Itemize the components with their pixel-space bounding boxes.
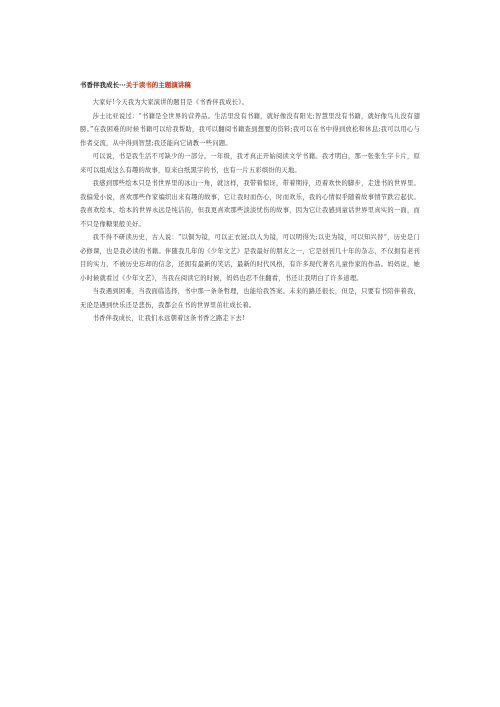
paragraph-first-grade: 可以说，书是我生活不可缺少的一部分。一年级，我才真正开始阅读文学书籍。我才明白，那一张张生字卡片，原来可以组成这么有趣的故事，原来白纸黑字的书，也有一片五彩缤纷的天地。 <box>80 153 420 174</box>
document-body <box>80 96 420 326</box>
paragraph-closing: 书香伴我成长，让我们永远朝着这条书香之路走下去! <box>92 315 245 322</box>
title-main: 书香伴我成长··· <box>80 81 126 89</box>
paragraph-greeting: 大家好!今天我为大家演讲的题目是《书香伴我成长》。 <box>92 99 249 106</box>
paragraph-history: 我不得不研读历史，古人说：“以铜为镜，可以正衣冠;以人为镜，可以明得失;以史为镜，可以知兴替“，历史是门必修课，也是我必读的书籍。伴随我几年的《少年文艺》是我最好的朋友之一，它是创刊几十年的杂志，不仅拥有老刊目的实力，不被历史忘却的信念，还拥有最新的笑话，最新的时代风格，有许多现代著名儿童作家的作品。妈妈说，她小时候就看过《少年文艺》，当我在阅读它的时候，妈妈也忍不住翻看，书还让我明白了许多道理。 <box>80 234 420 282</box>
title-subtitle: 关于读书的主题演讲稿 <box>125 81 191 89</box>
paragraph-picture-books: 我感到那些绘本只是书世界里的冰山一角，就这样，我带着惊讶，带着期待，迈着欢快的脚步，走进书的世界里。我偏爱小说，喜欢那些作家编织出来有趣的故事，它让我时而伤心，时而欢乐，我的心情似乎随着故事情节跌宕起伏。我喜欢绘本，绘本的世界永远是纯洁的，但我更喜欢那些淡淡忧伤的故事，因为它让我感到童话世界里真实的一面，而不只是像糖果般美好。 <box>80 180 420 228</box>
paragraph-shakespeare-quote: 莎士比亚说过：“书籍是全世界的营养品。生活里没有书籍，就好像没有阳光;智慧里没有书籍，就好像鸟儿没有翅膀。”在我困难的时候书籍可以给我帮助，我可以翻阅书籍查到想要的资料;我可以在书中得到放松和休息;我可以用心与作者交流，从中得到智慧;我还能向它请教一些问题。 <box>80 112 420 147</box>
paragraph-difficulties: 当我遇到困难，当我面临选择，书中那一条条哲理，也能给我答案。未来的路还很长，但是，只要有书陪伴着我，无论是遇到快乐还是悲伤，我都会在书的世界里茁壮成长着。 <box>80 288 420 309</box>
document-title <box>80 80 191 90</box>
